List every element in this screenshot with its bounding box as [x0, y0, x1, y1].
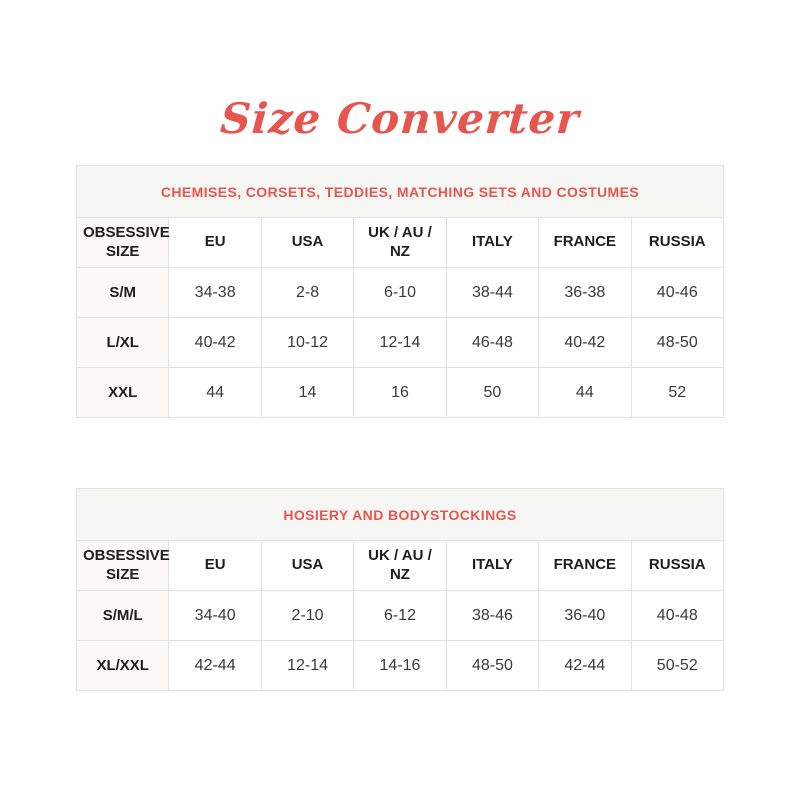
row-size-label: L/XL — [77, 318, 169, 368]
size-cell: 2-10 — [261, 591, 353, 641]
table-row — [77, 318, 724, 368]
size-cell: 44 — [169, 368, 261, 418]
size-cell: 36-38 — [539, 268, 631, 318]
column-header-4: ITALY — [446, 541, 538, 591]
size-cell: 38-46 — [446, 591, 538, 641]
row-size-label: S/M — [77, 268, 169, 318]
size-cell: 10-12 — [261, 318, 353, 368]
size-cell: 46-48 — [446, 318, 538, 368]
size-cell: 14-16 — [354, 641, 446, 691]
size-cell: 6-12 — [354, 591, 446, 641]
column-header-4: ITALY — [446, 218, 538, 268]
column-header-3: UK / AU / NZ — [354, 541, 446, 591]
column-header-2: USA — [261, 541, 353, 591]
table-row — [77, 591, 724, 641]
size-cell: 48-50 — [631, 318, 723, 368]
size-table-1 — [76, 488, 724, 691]
size-cell: 14 — [261, 368, 353, 418]
column-header-5: FRANCE — [539, 218, 631, 268]
size-cell: 40-42 — [539, 318, 631, 368]
size-cell: 34-40 — [169, 591, 261, 641]
size-cell: 16 — [354, 368, 446, 418]
column-header-6: RUSSIA — [631, 541, 723, 591]
row-size-label: XL/XXL — [77, 641, 169, 691]
size-cell: 34-38 — [169, 268, 261, 318]
column-header-3: UK / AU / NZ — [354, 218, 446, 268]
table-row — [77, 268, 724, 318]
column-header-row — [77, 541, 724, 591]
size-cell: 40-48 — [631, 591, 723, 641]
size-cell: 50 — [446, 368, 538, 418]
column-header-1: EU — [169, 218, 261, 268]
size-cell: 48-50 — [446, 641, 538, 691]
size-tables-container — [76, 165, 724, 761]
table-title-row — [77, 166, 724, 218]
row-size-label: XXL — [77, 368, 169, 418]
size-cell: 40-46 — [631, 268, 723, 318]
column-header-row — [77, 218, 724, 268]
size-cell: 36-40 — [539, 591, 631, 641]
size-table-0 — [76, 165, 724, 418]
size-cell: 38-44 — [446, 268, 538, 318]
size-cell: 6-10 — [354, 268, 446, 318]
size-cell: 12-14 — [261, 641, 353, 691]
table-title-row — [77, 489, 724, 541]
size-cell: 44 — [539, 368, 631, 418]
column-header-1: EU — [169, 541, 261, 591]
size-cell: 52 — [631, 368, 723, 418]
table-row — [77, 368, 724, 418]
column-header-0: OBSESSIVE SIZE — [77, 541, 169, 591]
size-cell: 42-44 — [169, 641, 261, 691]
column-header-6: RUSSIA — [631, 218, 723, 268]
size-cell: 40-42 — [169, 318, 261, 368]
table-title: CHEMISES, CORSETS, TEDDIES, MATCHING SETS AND COSTUMES — [77, 166, 724, 218]
size-cell: 12-14 — [354, 318, 446, 368]
size-cell: 2-8 — [261, 268, 353, 318]
row-size-label: S/M/L — [77, 591, 169, 641]
column-header-0: OBSESSIVE SIZE — [77, 218, 169, 268]
table-title: HOSIERY AND BODYSTOCKINGS — [77, 489, 724, 541]
size-cell: 42-44 — [539, 641, 631, 691]
size-cell: 50-52 — [631, 641, 723, 691]
table-row — [77, 641, 724, 691]
column-header-5: FRANCE — [539, 541, 631, 591]
column-header-2: USA — [261, 218, 353, 268]
page-title: Size Converter — [218, 94, 582, 143]
